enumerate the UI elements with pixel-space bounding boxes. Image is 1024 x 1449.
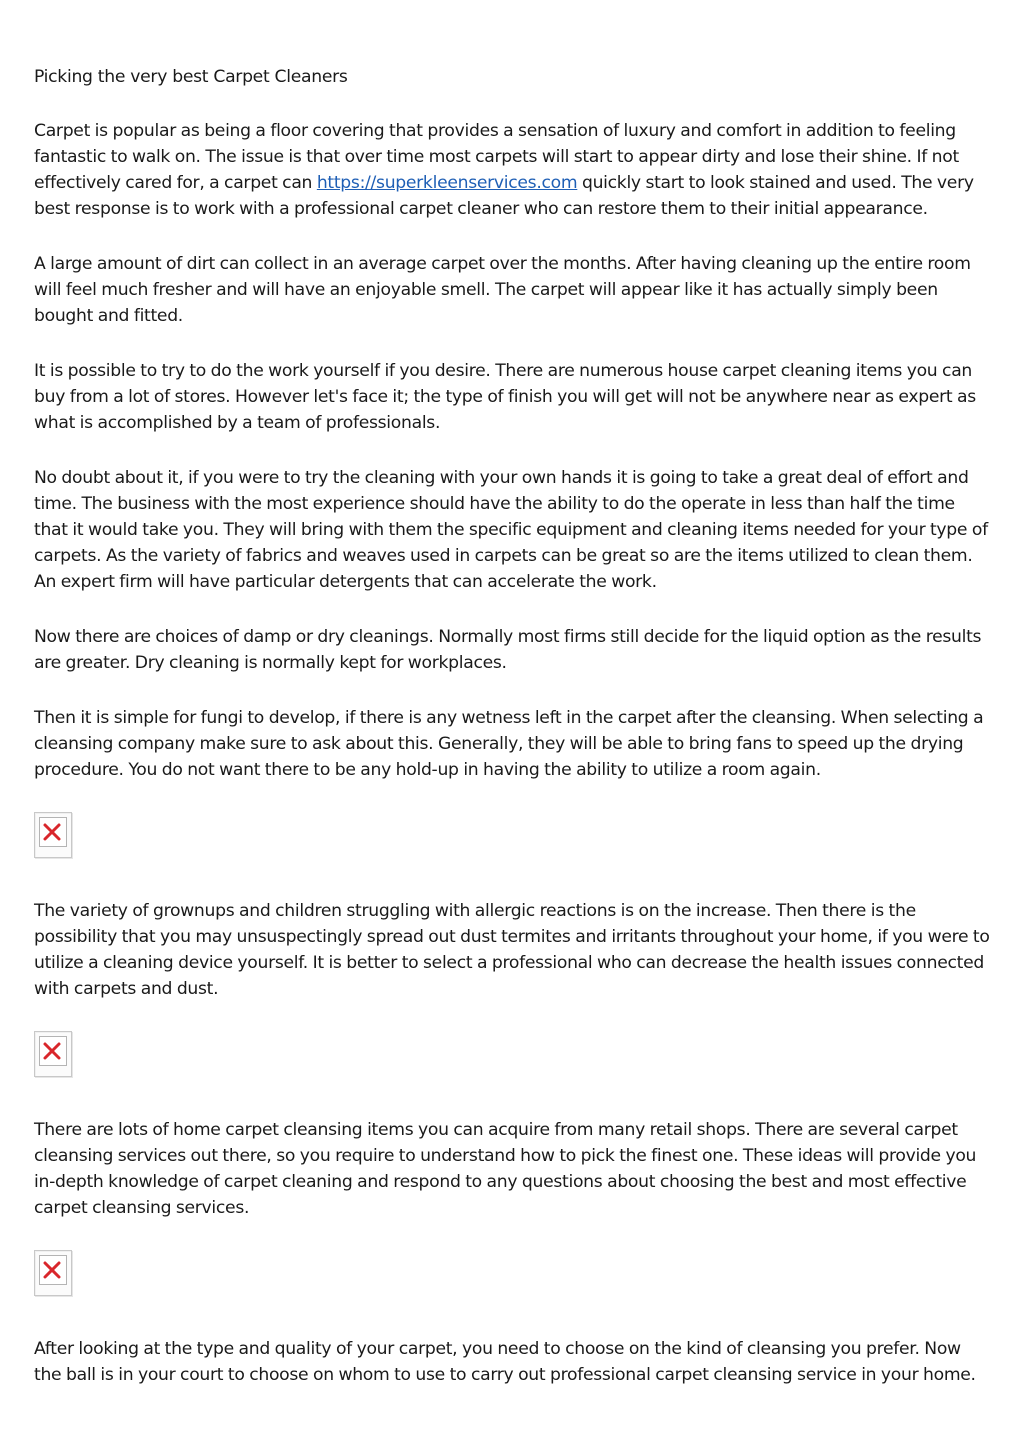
paragraph-1 xyxy=(34,118,992,222)
paragraph-1-text-b: quickly start to look stained and used. The very best response is to work with a professional carpet cleaner who can restore them to their initial appearance. xyxy=(34,173,974,219)
paragraph-3: It is possible to try to do the work yourself if you desire. There are numerous house carpet cleaning items you can buy from a lot of stores. However let's face it; the type of finish you will get will not be anywhere near as expert as what is accomplished by a team of professionals. xyxy=(34,361,976,433)
broken-image-icon xyxy=(34,1250,72,1296)
superkleen-link[interactable]: https://superkleenservices.com xyxy=(316,173,578,193)
paragraph-6: Then it is simple for fungi to develop, if there is any wetness left in the carpet after the cleansing. When selecting a cleansing company make sure to ask about this. Generally, they will be able to bring fans to speed up the drying procedure. You do not want there to be any hold-up in having the ability to utilize a room again. xyxy=(34,708,984,780)
paragraph-7: The variety of grownups and children struggling with allergic reactions is on the increase. Then there is the possibility that you may unsuspectingly spread out dust termites and irritants throughout your home, if you were to utilize a cleaning device yourself. It is better to select a professional who can decrease the health issues connected with carpets and dust. xyxy=(34,901,990,999)
document-title: Picking the very best Carpet Cleaners xyxy=(34,67,348,87)
document-body xyxy=(34,64,992,1417)
paragraph-9: After looking at the type and quality of your carpet, you need to choose on the kind of cleansing you prefer. Now the ball is in your court to choose on whom to use to carry out professional carpet cleansing service in your home. xyxy=(34,1339,976,1385)
broken-image-icon xyxy=(34,812,72,858)
paragraph-5: Now there are choices of damp or dry cleanings. Normally most firms still decide for the liquid option as the results are greater. Dry cleaning is normally kept for workplaces. xyxy=(34,627,982,673)
paragraph-8: There are lots of home carpet cleansing items you can acquire from many retail shops. There are several carpet cleansing services out there, so you require to understand how to pick the finest one. These ideas will provide you in-depth knowledge of carpet cleaning and respond to any questions about choosing the best and most effective carpet cleansing services. xyxy=(34,1120,977,1218)
paragraph-1-text-a: Carpet is popular as being a floor covering that provides a sensation of luxury and comfort in addition to feeling fantastic to walk on. The issue is that over time most carpets will start to appear dirty and lose their shine. If not effectively cared for, a carpet can xyxy=(34,121,959,193)
paragraph-4: No doubt about it, if you were to try the cleaning with your own hands it is going to take a great deal of effort and time. The business with the most experience should have the ability to do the operate in less than half the time that it would take you. They will bring with them the specific equipment and cleaning items needed for your type of carpets. As the variety of fabrics and weaves used in carpets can be great so are the items utilized to clean them. An expert firm will have particular detergents that can accelerate the work. xyxy=(34,468,988,592)
paragraph-2: A large amount of dirt can collect in an average carpet over the months. After having cleaning up the entire room will feel much fresher and will have an enjoyable smell. The carpet will appear like it has actually simply been bought and fitted. xyxy=(34,254,971,326)
broken-image-icon xyxy=(34,1031,72,1077)
